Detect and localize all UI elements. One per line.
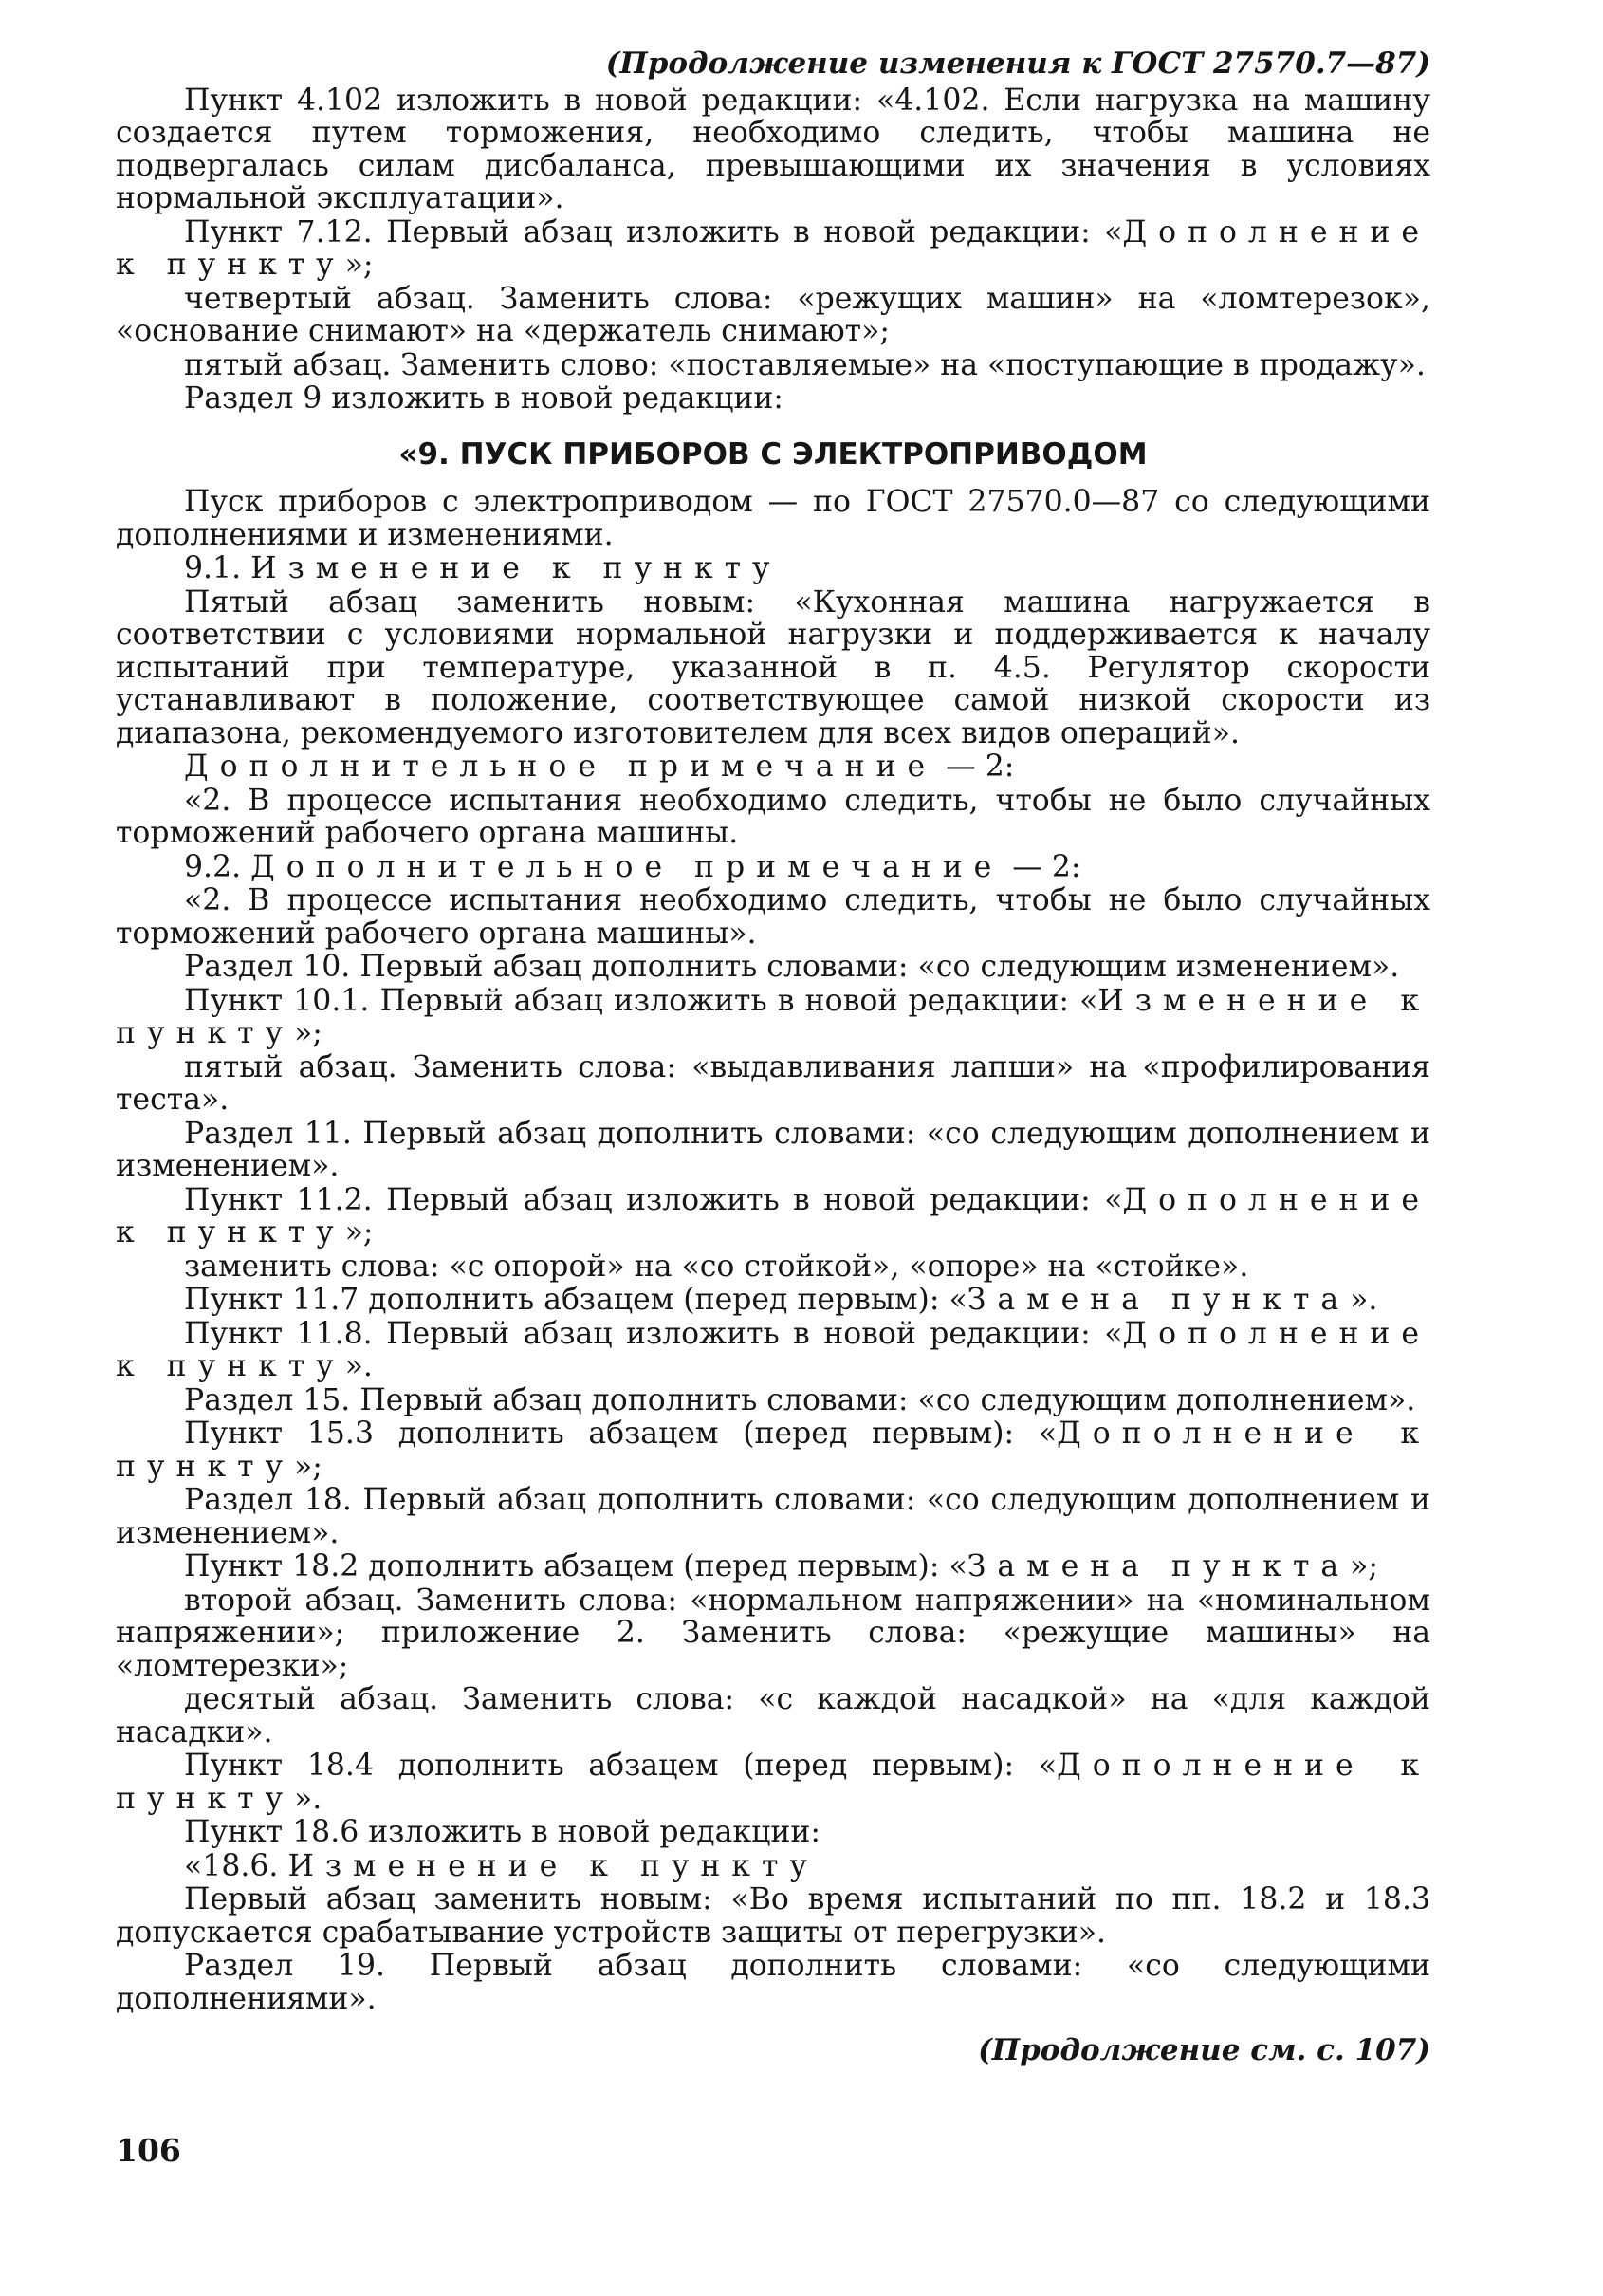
spaced-text: Дополнительное примечание: [184, 750, 937, 784]
text-run: Пункт 15.3 дополнить абзацем (перед первым): «: [184, 1416, 1058, 1451]
paragraph: [116, 1417, 1430, 1483]
text-run: »;: [1350, 1549, 1379, 1583]
text-run: Пункт 11.2. Первый абзац изложить в новой редакции: «: [184, 1182, 1123, 1217]
text-run: Пункт 4.102 изложить в новой редакции: «4.102. Если нагрузка на машину создается путем торможения, необходимо следить, чтобы машина не подвергалась силам дисбаланса, превышающими их значения в условиях нормальной эксплуатации».: [116, 83, 1430, 215]
paragraph: [116, 1184, 1430, 1250]
spaced-text: Дополнение к пункту: [116, 214, 1430, 282]
text-run: пятый абзац. Заменить слова: «выдавливания лапши» на «профилирования теста».: [116, 1049, 1430, 1117]
paragraph: [116, 1750, 1430, 1815]
text-run: Раздел 15. Первый абзац дополнить словами: «со следующим дополнением».: [184, 1382, 1416, 1417]
paragraph: [116, 1318, 1430, 1383]
text-run: Раздел 18. Первый абзац дополнить словами: «со следующим дополнением и изменением».: [116, 1483, 1430, 1550]
paragraph: [116, 1284, 1430, 1317]
paragraph: [116, 1816, 1430, 1849]
text-run: Пункт 18.6 изложить в новой редакции:: [184, 1815, 820, 1849]
paragraph: [116, 1550, 1430, 1583]
text-run: пятый абзац. Заменить слово: «поставляемые» на «поступающие в продажу».: [184, 347, 1426, 382]
text-run: Пункт 18.2 дополнить абзацем (перед первым): «: [184, 1549, 967, 1583]
text-run: Пункт 11.7 дополнить абзацем (перед первым): «: [184, 1283, 967, 1317]
spaced-text: Изменение к пункту: [250, 551, 782, 585]
text-run: — 2:: [1003, 849, 1081, 884]
text-run: четвертый абзац. Заменить слова: «режущих машин» на «ломтерезок», «основание снимают» на «держатель снимают»;: [116, 281, 1430, 348]
paragraph: [116, 283, 1430, 348]
paragraph: [116, 84, 1430, 215]
spaced-text: Изменение к пункту: [116, 983, 1430, 1050]
paragraph: [116, 1250, 1430, 1284]
text-run: Пуск приборов с электроприводом — по ГОСТ 27570.0—87 со следующими дополнениями и изменениями.: [116, 485, 1430, 552]
spaced-text: Дополнительное примечание: [250, 849, 1004, 884]
paragraph: [116, 750, 1430, 784]
text-run: Пункт 18.4 дополнить абзацем (перед первым): «: [184, 1749, 1058, 1783]
paragraph: [116, 1850, 1430, 1883]
paragraph: [116, 1584, 1430, 1683]
paragraph: [116, 851, 1430, 884]
text-run: ».: [294, 1781, 322, 1816]
paragraph: [116, 1950, 1430, 2015]
spaced-text: Дополнение к пункту: [116, 1316, 1430, 1383]
text-run: 9.1.: [184, 551, 251, 585]
text-run: Пункт 7.12. Первый абзац изложить в новой редакции: «: [184, 214, 1123, 250]
paragraph: [116, 1384, 1430, 1417]
paragraph: [116, 1683, 1430, 1749]
text-run: Пункт 11.8. Первый абзац изложить в новой редакции: «: [184, 1316, 1123, 1351]
text-run: заменить слова: «с опорой» на «со стойкой», «опоре» на «стойке».: [184, 1249, 1249, 1284]
paragraph: [116, 216, 1430, 282]
text-run: ».: [1350, 1283, 1378, 1317]
text-run: второй абзац. Заменить слова: «нормальном напряжении» на «номинальном напряжении»; приложение 2. Заменить слова: «режущие машины» на «ломтерезки»;: [116, 1583, 1430, 1683]
paragraph: [116, 884, 1430, 950]
paragraph: [116, 1484, 1430, 1549]
text-run: »;: [294, 1016, 322, 1050]
continuation-footer: (Продолжение см. с. 107): [978, 2033, 1430, 2067]
text-run: Раздел 11. Первый абзац дополнить словами: «со следующим дополнением и изменением».: [116, 1116, 1430, 1183]
spaced-text: Замена пункта: [967, 1283, 1351, 1317]
spaced-text: Замена пункта: [967, 1549, 1351, 1583]
paragraph: [116, 951, 1430, 984]
spaced-text: Дополнение к пункту: [116, 1182, 1430, 1250]
text-run: Раздел 19. Первый абзац дополнить словами: «со следующими дополнениями».: [116, 1949, 1430, 2016]
text-run: Пункт 10.1. Первый абзац изложить в новой редакции: «: [184, 983, 1098, 1018]
paragraph: [116, 1051, 1430, 1117]
text-run: 9.2.: [184, 849, 251, 884]
text-run: «18.6.: [184, 1848, 288, 1883]
paragraph: [116, 486, 1430, 551]
text-run: «2. В процессе испытания необходимо следить, чтобы не было случайных торможений рабочего органа машины».: [116, 883, 1430, 951]
text-run: — 2:: [936, 750, 1015, 784]
paragraph: [116, 382, 1430, 416]
section-heading: «9. ПУСК ПРИБОРОВ С ЭЛЕКТРОПРИВОДОМ: [398, 436, 1148, 472]
text-run: »;: [344, 248, 374, 282]
continuation-header: (Продолжение изменения к ГОСТ 27570.7—87): [605, 46, 1430, 81]
page-number: 106: [116, 2132, 181, 2169]
document-page: [116, 47, 1430, 2268]
paragraph: [116, 1118, 1430, 1183]
text-run: ».: [344, 1349, 373, 1383]
paragraph: [116, 985, 1430, 1050]
text-run: Первый абзац заменить новым: «Во время испытаний по пп. 18.2 и 18.3 допускается срабатывание устройств защиты от перегрузки».: [116, 1882, 1430, 1950]
paragraph: [116, 785, 1430, 850]
paragraph: [116, 586, 1430, 750]
paragraphs-bottom: [116, 486, 1430, 2015]
spaced-text: Изменение к пункту: [287, 1848, 819, 1883]
text-run: Пятый абзац заменить новым: «Кухонная машина нагружается в соответствии с условиями нормальной нагрузки и поддерживается к началу испытаний при температуре, указанной в п. 4.5. Регулятор скорости устанавливают в положение, соответствующее самой низкой скорости из диапазона, рекомендуемого изготовителем для всех видов операций».: [116, 584, 1430, 750]
text-run: десятый абзац. Заменить слова: «с каждой насадкой» на «для каждой насадки».: [116, 1682, 1430, 1750]
paragraph: [116, 1883, 1430, 1949]
paragraph: [116, 552, 1430, 585]
paragraph: [116, 349, 1430, 382]
text-run: »;: [294, 1449, 322, 1484]
spaced-text: Дополнение к пункту: [116, 1749, 1430, 1816]
spaced-text: Дополнение к пункту: [116, 1416, 1430, 1484]
text-run: «2. В процессе испытания необходимо следить, чтобы не было случайных торможений рабочего органа машины.: [116, 783, 1430, 850]
text-run: Раздел 9 изложить в новой редакции:: [184, 381, 783, 416]
text-run: »;: [344, 1215, 374, 1250]
text-run: Раздел 10. Первый абзац дополнить словами: «со следующим изменением».: [184, 950, 1400, 984]
paragraphs-top: [116, 84, 1430, 416]
